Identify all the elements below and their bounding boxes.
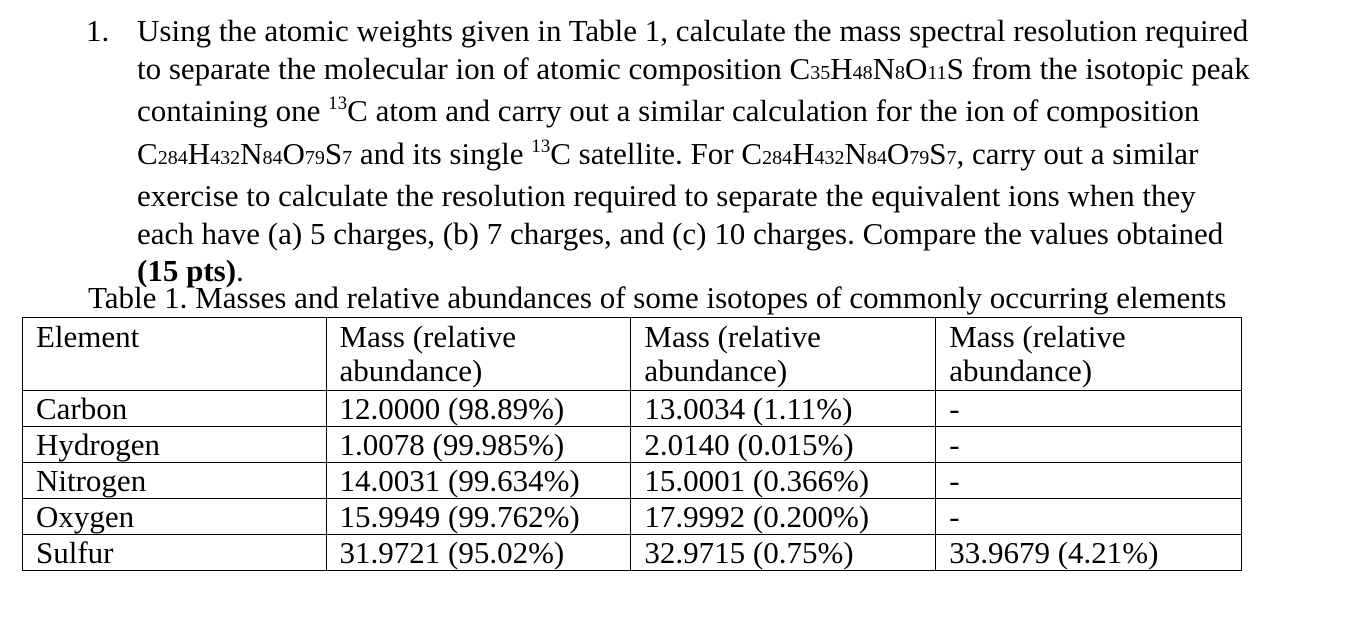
formula-element: O — [282, 135, 305, 171]
column-header-line: Mass (relative — [644, 319, 821, 354]
element-name-cell: Carbon — [23, 391, 327, 427]
table-row — [23, 535, 1242, 571]
table-row — [23, 463, 1242, 499]
column-header-line: Mass (relative — [339, 319, 516, 354]
question-line-4 — [137, 135, 1346, 178]
line-3-prefix: containing one — [137, 93, 329, 128]
formula-element: O — [905, 50, 928, 86]
isotope-mass-cell: 17.9992 (0.200%) — [631, 499, 936, 535]
isotope-superscript: 13 — [328, 93, 348, 114]
table-row — [23, 427, 1242, 463]
isotope-superscript-2: 13 — [531, 135, 551, 157]
isotope-mass-cell: 15.9949 (99.762%) — [326, 499, 631, 535]
column-header — [631, 318, 936, 391]
element-name-cell: Sulfur — [23, 535, 327, 571]
formula-large-ion-2 — [741, 136, 956, 171]
formula-count: 84 — [262, 146, 283, 169]
column-header-line: abundance) — [644, 353, 788, 388]
formula-element: H — [830, 50, 853, 86]
formula-count: 79 — [909, 146, 930, 169]
formula-small-ion — [790, 51, 964, 86]
formula-element: C — [741, 135, 763, 171]
table-header-row — [23, 318, 1242, 391]
formula-count: 284 — [762, 146, 793, 169]
column-header — [23, 318, 327, 391]
line-4-suffix: , carry out a similar — [956, 135, 1199, 171]
line-2-prefix: to separate the molecular ion of atomic composition — [137, 50, 790, 86]
isotope-mass-cell: 13.0034 (1.11%) — [631, 391, 936, 427]
isotope-mass-cell: 1.0078 (99.985%) — [326, 427, 631, 463]
column-header — [326, 318, 631, 391]
isotope-mass-cell: - — [936, 427, 1242, 463]
formula-count: 11 — [927, 61, 947, 84]
formula-element: C — [137, 135, 158, 171]
question-line-1: Using the atomic weights given in Table 1, calculate the mass spectral resolution required — [137, 13, 1249, 48]
question-text — [137, 12, 1346, 290]
element-name-cell: Oxygen — [23, 499, 327, 535]
column-header-line: Mass (relative — [949, 319, 1126, 354]
isotope-mass-cell: 12.0000 (98.89%) — [326, 391, 631, 427]
table-caption: Table 1. Masses and relative abundances of some isotopes of commonly occurring elements — [88, 280, 1227, 315]
element-name-cell: Hydrogen — [23, 427, 327, 463]
isotope-element: C — [347, 93, 368, 128]
isotope-mass-cell: 31.9721 (95.02%) — [326, 535, 631, 571]
formula-count: 432 — [814, 146, 845, 169]
formula-count: 7 — [342, 146, 353, 169]
question-line-3 — [137, 92, 1346, 135]
formula-count: 48 — [852, 61, 873, 84]
formula-element: N — [872, 50, 895, 86]
isotope-mass-cell: - — [936, 391, 1242, 427]
formula-element: O — [886, 135, 910, 171]
isotope-mass-cell: - — [936, 499, 1242, 535]
formula-count: 284 — [157, 146, 188, 169]
formula-element: N — [844, 135, 867, 171]
line-3-suffix: atom and carry out a similar calculation for the ion of composition — [367, 93, 1200, 128]
column-header-line: abundance) — [949, 353, 1093, 388]
line-4-mid2: satellite. For — [570, 135, 742, 171]
column-header — [936, 318, 1242, 391]
question-line-6: each have (a) 5 charges, (b) 7 charges, and (c) 10 charges. Compare the values obtained — [137, 215, 1224, 251]
formula-element: S — [946, 50, 964, 86]
formula-element: H — [792, 135, 815, 171]
formula-element: C — [789, 50, 811, 86]
formula-count: 8 — [895, 61, 905, 84]
table-body — [23, 391, 1242, 571]
isotope-table — [22, 317, 1242, 571]
isotope-mass-cell: - — [936, 463, 1242, 499]
points-label: (15 pts) — [137, 253, 237, 288]
line-4-mid: and its single — [352, 135, 532, 171]
isotope-element-2: C — [550, 135, 571, 171]
formula-element: N — [240, 135, 263, 171]
formula-count: 7 — [946, 146, 957, 169]
question-line-5: exercise to calculate the resolution required to separate the equivalent ions when they — [137, 178, 1196, 213]
formula-element: S — [324, 135, 343, 171]
formula-count: 79 — [304, 146, 325, 169]
table-row — [23, 499, 1242, 535]
question-line-2 — [137, 50, 1346, 93]
formula-element: S — [929, 135, 947, 171]
formula-element: H — [187, 135, 211, 171]
question-number: 1. — [86, 13, 110, 48]
element-name-cell: Nitrogen — [23, 463, 327, 499]
isotope-mass-cell: 15.0001 (0.366%) — [631, 463, 936, 499]
isotope-mass-cell: 2.0140 (0.015%) — [631, 427, 936, 463]
isotope-mass-cell: 33.9679 (4.21%) — [936, 535, 1242, 571]
formula-count: 84 — [866, 146, 887, 169]
points-period: . — [236, 253, 244, 288]
isotope-mass-cell: 14.0031 (99.634%) — [326, 463, 631, 499]
formula-count: 35 — [810, 61, 831, 84]
line-2-suffix: from the isotopic peak — [963, 50, 1250, 86]
column-header-line: Element — [36, 319, 140, 354]
isotope-mass-cell: 32.9715 (0.75%) — [631, 535, 936, 571]
formula-large-ion — [137, 136, 352, 171]
column-header-line: abundance) — [339, 353, 483, 388]
formula-count: 432 — [210, 146, 241, 169]
table-row — [23, 391, 1242, 427]
question — [86, 12, 1346, 290]
